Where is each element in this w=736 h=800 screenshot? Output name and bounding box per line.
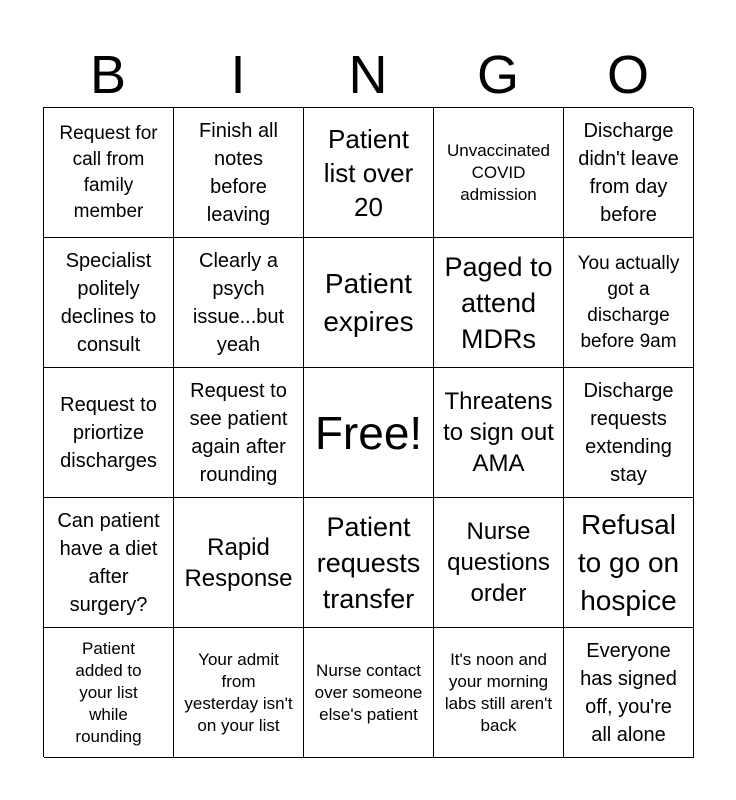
cell-text: Finish all notes before leaving [199, 119, 278, 226]
cell-text: Clearly a psych issue...but yeah [192, 249, 285, 356]
cell-text: Paged to attend MDRs [444, 251, 553, 354]
bingo-cell[interactable] [434, 368, 564, 498]
cell-text: Request for call from family member [59, 122, 158, 222]
bingo-cell free-space[interactable] [304, 368, 434, 498]
cell-text: Nurse contact over someone else's patient [314, 660, 423, 724]
bingo-cell[interactable] [44, 238, 174, 368]
cell-text: Refusal to go on hospice [577, 508, 680, 616]
cell-text: Nurse questions order [447, 518, 550, 607]
header-letter-g: G [476, 45, 519, 105]
bingo-cell[interactable] [304, 238, 434, 368]
bingo-card [43, 107, 693, 757]
bingo-cell[interactable] [564, 108, 694, 238]
bingo-cell[interactable] [44, 368, 174, 498]
bingo-cell[interactable] [434, 498, 564, 628]
free-space-label: Free! [314, 406, 423, 459]
cell-text: Your admit from yesterday isn't on your list [184, 649, 293, 735]
bingo-cell[interactable] [304, 108, 434, 238]
bingo-cell[interactable] [304, 498, 434, 628]
cell-text: Unvaccinated COVID admission [446, 140, 550, 204]
cell-text: Threatens to sign out AMA [443, 388, 554, 477]
bingo-cell[interactable] [174, 498, 304, 628]
bingo-cell[interactable] [174, 628, 304, 758]
cell-text: Everyone has signed off, you're all alone [580, 639, 677, 746]
cell-text: Patient expires [323, 267, 414, 337]
cell-text: Specialist politely declines to consult [60, 249, 157, 356]
bingo-cell[interactable] [44, 108, 174, 238]
bingo-cell[interactable] [434, 108, 564, 238]
cell-text: Request to priortize discharges [60, 393, 157, 472]
cell-text: Discharge requests extending stay [583, 379, 674, 486]
bingo-cell[interactable] [304, 628, 434, 758]
cell-text: Rapid Response [184, 533, 293, 592]
bingo-cell[interactable] [174, 238, 304, 368]
bingo-header [43, 44, 693, 106]
cell-text: Patient added to your list while rounding [75, 638, 142, 746]
cell-text: You actually got a discharge before 9am [577, 252, 680, 352]
bingo-cell[interactable] [564, 368, 694, 498]
header-letter-o: O [606, 45, 649, 105]
bingo-cell[interactable] [434, 238, 564, 368]
cell-text: Patient requests transfer [316, 511, 421, 614]
cell-text: Can patient have a diet after surgery? [57, 509, 160, 616]
cell-text: Request to see patient again after rounding [189, 379, 288, 486]
bingo-cell[interactable] [174, 108, 304, 238]
header-letter-i: I [230, 45, 246, 105]
bingo-cell[interactable] [434, 628, 564, 758]
cell-text: Patient list over 20 [323, 123, 414, 222]
cell-text: Discharge didn't leave from day before [578, 119, 679, 226]
bingo-cell[interactable] [564, 498, 694, 628]
bingo-cell[interactable] [174, 368, 304, 498]
header-letter-n: N [348, 45, 388, 105]
cell-text: It's noon and your morning labs still aren't back [444, 649, 553, 735]
bingo-cell[interactable] [44, 628, 174, 758]
header-letter-b: B [89, 45, 127, 105]
bingo-cell[interactable] [564, 628, 694, 758]
bingo-cell[interactable] [564, 238, 694, 368]
bingo-cell[interactable] [44, 498, 174, 628]
